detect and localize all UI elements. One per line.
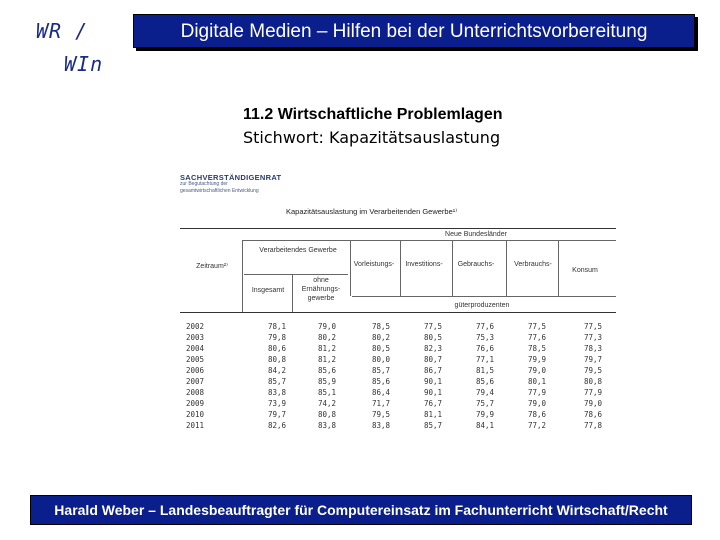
doc-brand-sub1: zur Begutachtung der: [180, 181, 228, 187]
value-cell: 79,0: [317, 322, 336, 331]
value-cell: 80,8: [317, 410, 336, 419]
value-cell: 77,8: [583, 421, 602, 430]
table-row: [180, 322, 616, 333]
value-cell: 85,9: [317, 377, 336, 386]
value-cell: 81,2: [317, 355, 336, 364]
section-subheading: Stichwort: Kapazitätsauslastung: [243, 128, 501, 147]
value-cell: 86,7: [423, 366, 442, 375]
value-cell: 79,9: [527, 355, 546, 364]
value-cell: 79,5: [371, 410, 390, 419]
investitions-header: Investitions-: [405, 261, 443, 268]
table-row: [180, 399, 616, 410]
value-cell: 79,4: [475, 388, 494, 397]
table-row: [180, 388, 616, 399]
value-cell: 80,6: [267, 344, 286, 353]
year-cell: 2006: [186, 366, 205, 375]
value-cell: 77,9: [527, 388, 546, 397]
year-cell: 2005: [186, 355, 205, 364]
value-cell: 78,6: [583, 410, 602, 419]
capacity-utilization-table-image: [176, 170, 616, 440]
divider-5: [452, 240, 453, 296]
table-row: [180, 366, 616, 377]
value-cell: 80,5: [371, 344, 390, 353]
table-row: [180, 355, 616, 366]
value-cell: 85,6: [317, 366, 336, 375]
year-cell: 2002: [186, 322, 205, 331]
year-cell: 2008: [186, 388, 205, 397]
zeitraum-header: Zeitraum²⁾: [196, 263, 228, 270]
table-row: [180, 344, 616, 355]
year-cell: 2009: [186, 399, 205, 408]
value-cell: 83,8: [317, 421, 336, 430]
value-cell: 79,8: [267, 333, 286, 342]
value-cell: 80,7: [423, 355, 442, 364]
year-cell: 2010: [186, 410, 205, 419]
value-cell: 84,1: [475, 421, 494, 430]
divider-3: [350, 240, 351, 296]
logo-line-1: WR /: [36, 19, 89, 43]
value-cell: 85,1: [317, 388, 336, 397]
value-cell: 85,7: [371, 366, 390, 375]
value-cell: 78,5: [527, 344, 546, 353]
vg-sub-rule: [244, 274, 348, 275]
value-cell: 78,3: [583, 344, 602, 353]
value-cell: 85,7: [423, 421, 442, 430]
table-row: [180, 421, 616, 432]
logo-line-2: WIn: [64, 52, 104, 76]
value-cell: 79,0: [527, 366, 546, 375]
value-cell: 80,8: [267, 355, 286, 364]
value-cell: 78,5: [371, 322, 390, 331]
divider-6: [506, 240, 507, 296]
year-cell: 2011: [186, 421, 205, 430]
value-cell: 71,7: [371, 399, 390, 408]
section-heading: 11.2 Wirtschaftliche Problemlagen: [243, 106, 503, 123]
verbrauchs-header: Verbrauchs-: [514, 261, 552, 268]
insgesamt-header: Insgesamt: [251, 287, 285, 294]
gueter-rule: [352, 296, 616, 297]
value-cell: 79,7: [267, 410, 286, 419]
value-cell: 81,2: [317, 344, 336, 353]
table-row: [180, 410, 616, 421]
value-cell: 77,6: [475, 322, 494, 331]
value-cell: 83,8: [371, 421, 390, 430]
value-cell: 86,4: [371, 388, 390, 397]
value-cell: 74,2: [317, 399, 336, 408]
value-cell: 80,8: [583, 377, 602, 386]
value-cell: 82,6: [267, 421, 286, 430]
value-cell: 80,5: [423, 333, 442, 342]
value-cell: 73,9: [267, 399, 286, 408]
value-cell: 77,5: [527, 322, 546, 331]
divider-7: [558, 240, 559, 296]
value-cell: 85,6: [371, 377, 390, 386]
footer-bar: [30, 495, 692, 525]
value-cell: 80,0: [371, 355, 390, 364]
value-cell: 75,7: [475, 399, 494, 408]
value-cell: 81,5: [475, 366, 494, 375]
value-cell: 75,3: [475, 333, 494, 342]
table-top-rule: [180, 228, 616, 229]
value-cell: 78,1: [267, 322, 286, 331]
value-cell: 90,1: [423, 388, 442, 397]
value-cell: 77,3: [583, 333, 602, 342]
divider-2: [292, 274, 293, 312]
value-cell: 85,6: [475, 377, 494, 386]
year-cell: 2007: [186, 377, 205, 386]
doc-brand: SACHVERSTÄNDIGENRAT: [180, 173, 282, 182]
year-cell: 2003: [186, 333, 205, 342]
value-cell: 84,2: [267, 366, 286, 375]
value-cell: 85,7: [267, 377, 286, 386]
value-cell: 79,0: [583, 399, 602, 408]
header-title: Digitale Medien – Hilfen bei der Unterrichtsvorbereitung: [180, 21, 648, 42]
region-rule: [242, 240, 616, 241]
header-bottom-rule: [180, 312, 616, 313]
value-cell: 76,7: [423, 399, 442, 408]
vg-header: Verarbeitendes Gewerbe: [259, 247, 337, 254]
year-cell: 2004: [186, 344, 205, 353]
sachverstaendigenrat-logo: [180, 174, 281, 195]
value-cell: 90,1: [423, 377, 442, 386]
value-cell: 80,1: [527, 377, 546, 386]
value-cell: 80,2: [371, 333, 390, 342]
value-cell: 76,6: [475, 344, 494, 353]
vorleistung-header: Vorleistungs-: [353, 261, 395, 268]
value-cell: 77,9: [583, 388, 602, 397]
gueter-header: güterproduzenten: [454, 302, 510, 309]
value-cell: 83,8: [267, 388, 286, 397]
header-bar: [133, 14, 695, 48]
value-cell: 81,1: [423, 410, 442, 419]
value-cell: 79,5: [583, 366, 602, 375]
region-header: Neue Bundesländer: [445, 231, 507, 238]
value-cell: 77,5: [583, 322, 602, 331]
divider-4: [400, 240, 401, 296]
value-cell: 82,3: [423, 344, 442, 353]
value-cell: 77,6: [527, 333, 546, 342]
konsum-header: Konsum: [572, 267, 598, 274]
table-row: [180, 377, 616, 388]
divider-1: [242, 240, 243, 312]
gebrauchs-header: Gebrauchs-: [457, 261, 495, 268]
value-cell: 77,2: [527, 421, 546, 430]
value-cell: 77,1: [475, 355, 494, 364]
doc-table-title: Kapazitätsauslastung im Verarbeitenden Gewerbe¹⁾: [286, 207, 458, 216]
doc-brand-sub2: gesamtwirtschaftlichen Entwicklung: [180, 188, 259, 194]
value-cell: 79,0: [527, 399, 546, 408]
footer-text: Harald Weber – Landesbeauftragter für Computereinsatz im Fachunterricht Wirtschaft/Recht: [54, 502, 668, 518]
wr-win-logo: [34, 14, 144, 86]
value-cell: 79,7: [583, 355, 602, 364]
value-cell: 79,9: [475, 410, 494, 419]
value-cell: 80,2: [317, 333, 336, 342]
ohne-ernaehrung-header: ohne Ernährungs-gewerbe: [301, 277, 341, 302]
value-cell: 77,5: [423, 322, 442, 331]
value-cell: 78,6: [527, 410, 546, 419]
table-row: [180, 333, 616, 344]
